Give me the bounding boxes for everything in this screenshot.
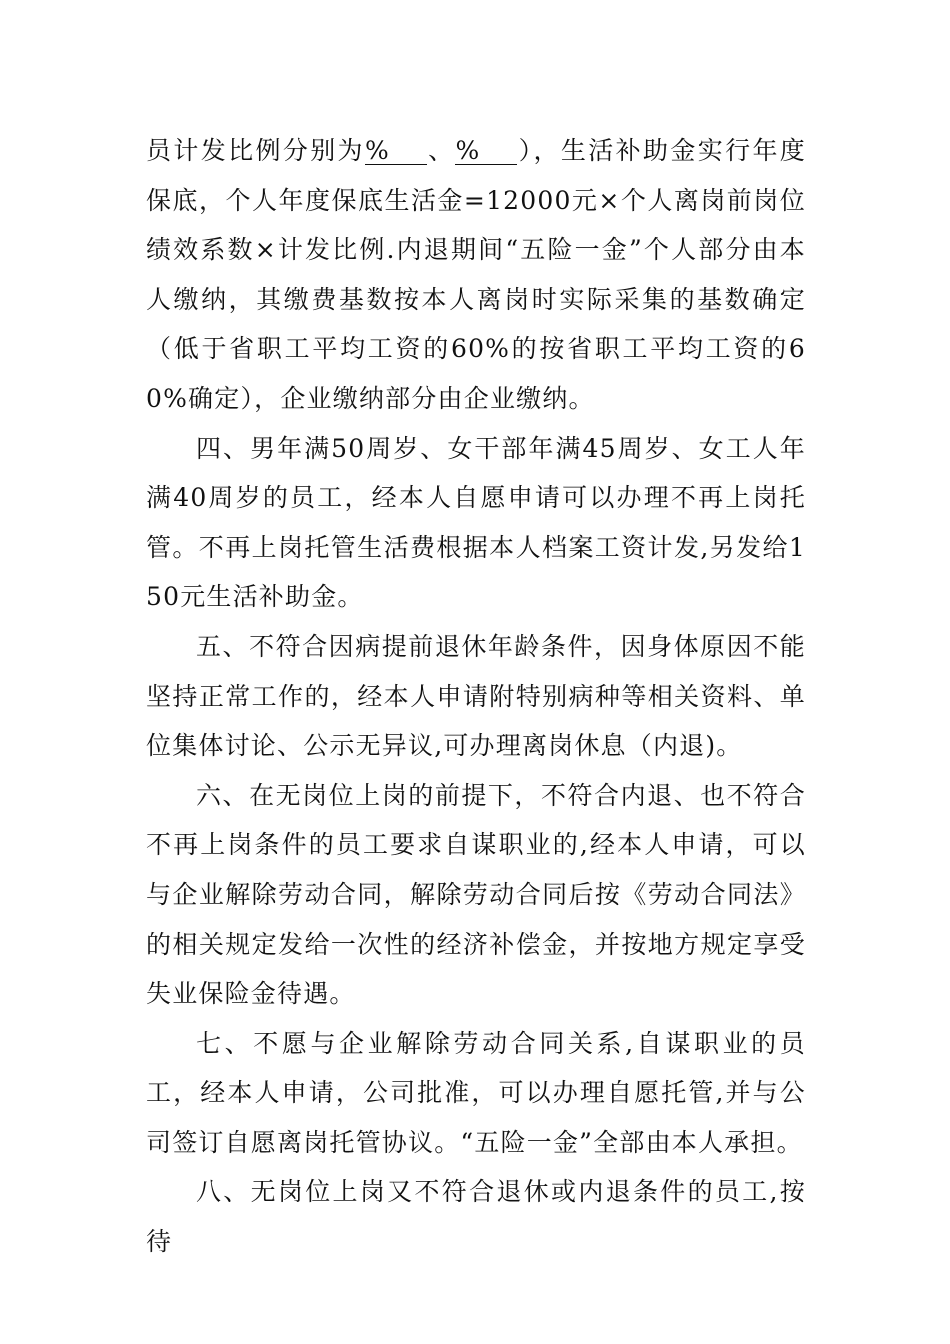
- paragraph-p1: [146, 126, 806, 424]
- paragraph-text: 八、无岗位上岗又不符合退休或内退条件的员工,按待: [146, 1177, 806, 1257]
- paragraph-text: 七、不愿与企业解除劳动合同关系,自谋职业的员工，经本人申请，公司批准，可以办理自愿托管,并与公司签订自愿离岗托管协议。“五险一金”全部由本人承担。: [146, 1028, 806, 1157]
- paragraph-text: 六、在无岗位上岗的前提下，不符合内退、也不符合不再上岗条件的员工要求自谋职业的,经本人申请，可以与企业解除劳动合同，解除劳动合同后按《劳动合同法》的相关规定发给一次性的经济补偿金，并按地方规定享受失业保险金待遇。: [146, 780, 806, 1009]
- paragraph-p3: [146, 622, 806, 771]
- paragraph-text: 四、男年满50周岁、女干部年满45周岁、女工人年满40周岁的员工，经本人自愿申请可以办理不再上岗托管。不再上岗托管生活费根据本人档案工资计发,另发给150元生活补助金。: [146, 433, 806, 612]
- paragraph-text: 五、不符合因病提前退休年龄条件，因身体原因不能坚持正常工作的，经本人申请附特别病种等相关资料、单位集体讨论、公示无异议,可办理离岗休息（内退)。: [146, 631, 806, 761]
- paragraph-p5: [146, 1019, 806, 1168]
- paragraph-p2: [146, 424, 806, 622]
- paragraph-text: ），生活补助金实行年度保底，个人年度保底生活金=12000元×个人离岗前岗位绩效系数×计发比例.内退期间“五险一金”个人部分由本人缴纳，其缴费基数按本人离岗时实际采集的基数确定（低于省职工平均工资的60%的按省职工平均工资的60%确定），企业缴纳部分由企业缴纳。: [146, 136, 807, 413]
- fill-in-blank: %: [365, 138, 427, 165]
- paragraph-p6: [146, 1167, 806, 1266]
- paragraph-p4: [146, 771, 806, 1019]
- fill-in-blank: %: [455, 138, 517, 165]
- paragraph-text: 员计发比例分别为: [146, 136, 365, 165]
- paragraph-text: 、: [426, 136, 456, 165]
- document-body: [146, 126, 806, 1267]
